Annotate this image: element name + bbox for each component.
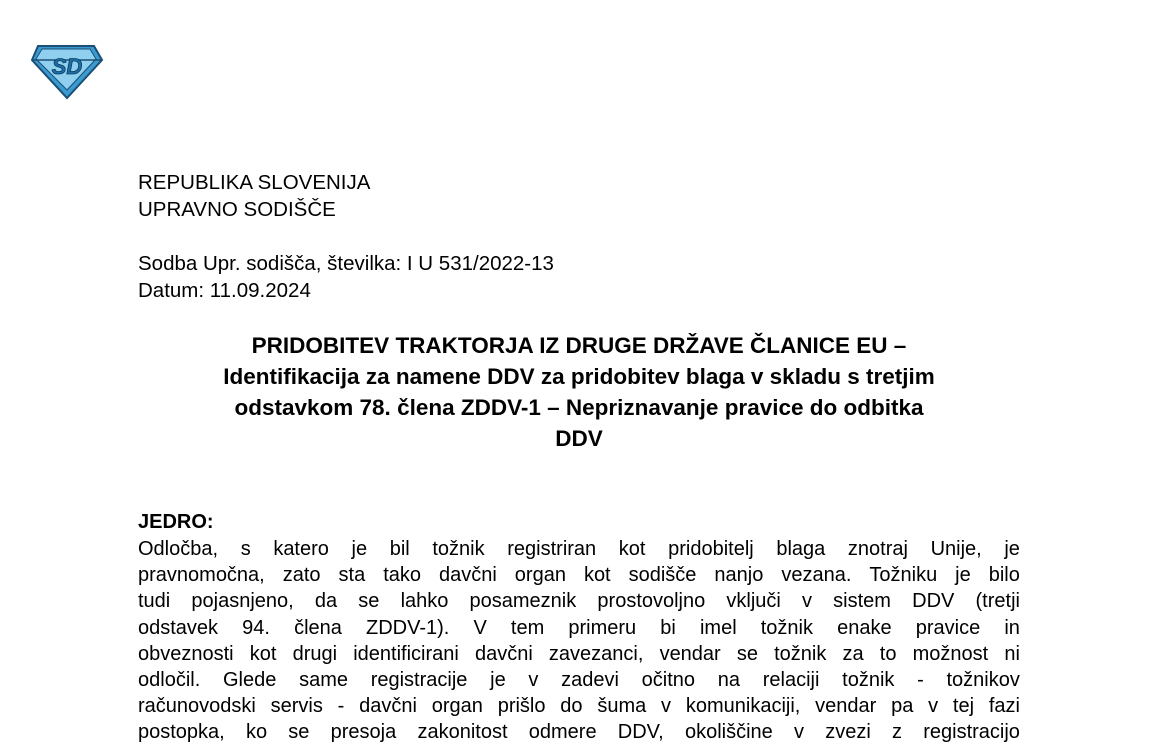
court-diamond-logo-icon bbox=[30, 40, 104, 100]
title-line: PRIDOBITEV TRAKTORJA IZ DRUGE DRŽAVE ČLANICE EU – bbox=[251, 333, 907, 358]
body-line: odstavek 94. člena ZDDV-1). V tem primeru bi imel tožnik enake pravice in bbox=[138, 616, 1020, 639]
logo-text: SD bbox=[51, 54, 83, 79]
title-line: DDV bbox=[555, 426, 603, 451]
body-line: računovodski servis - davčni organ prišlo do šuma v komunikaciji, vendar pa v tej fazi bbox=[138, 695, 1020, 718]
body-line: pravnomočna, zato sta tako davčni organ kot sodišče nanjo vezana. Tožniku je bilo bbox=[138, 564, 1020, 587]
title-line: odstavkom 78. člena ZDDV-1 – Nepriznavanje pravice do odbitka bbox=[234, 395, 924, 420]
court-name: UPRAVNO SODIŠČE bbox=[138, 198, 336, 221]
country-name: REPUBLIKA SLOVENIJA bbox=[138, 171, 371, 194]
case-date: Datum: 11.09.2024 bbox=[138, 279, 311, 302]
document-title bbox=[138, 330, 1020, 454]
body-line: odločil. Glede same registracije je v zadevi očitno na relaciji tožnik - tožnikov bbox=[138, 668, 1020, 691]
title-line: Identifikacija za namene DDV za pridobitev blaga v skladu s tretjim bbox=[223, 364, 935, 389]
case-number: Sodba Upr. sodišča, številka: I U 531/2022-13 bbox=[138, 252, 554, 275]
section-heading-jedro: JEDRO: bbox=[138, 511, 214, 533]
case-meta bbox=[138, 250, 554, 304]
body-line: postopka, ko se presoja zakonitost odmere DDV, okoliščine v zvezi z registracijo bbox=[138, 721, 1020, 743]
body-line: Odločba, s katero je bil tožnik registriran kot pridobitelj blaga znotraj Unije, je bbox=[138, 538, 1020, 560]
body-line: obveznosti kot drugi identificirani davčni zavezanci, vendar se tožnik za to možnost ni bbox=[138, 642, 1020, 665]
court-logo bbox=[30, 40, 104, 100]
court-header bbox=[138, 169, 370, 223]
jedro-body bbox=[138, 536, 1020, 743]
body-line: tudi pojasnjeno, da se lahko posameznik prostovoljno vključi v sistem DDV (tretji bbox=[138, 590, 1020, 613]
